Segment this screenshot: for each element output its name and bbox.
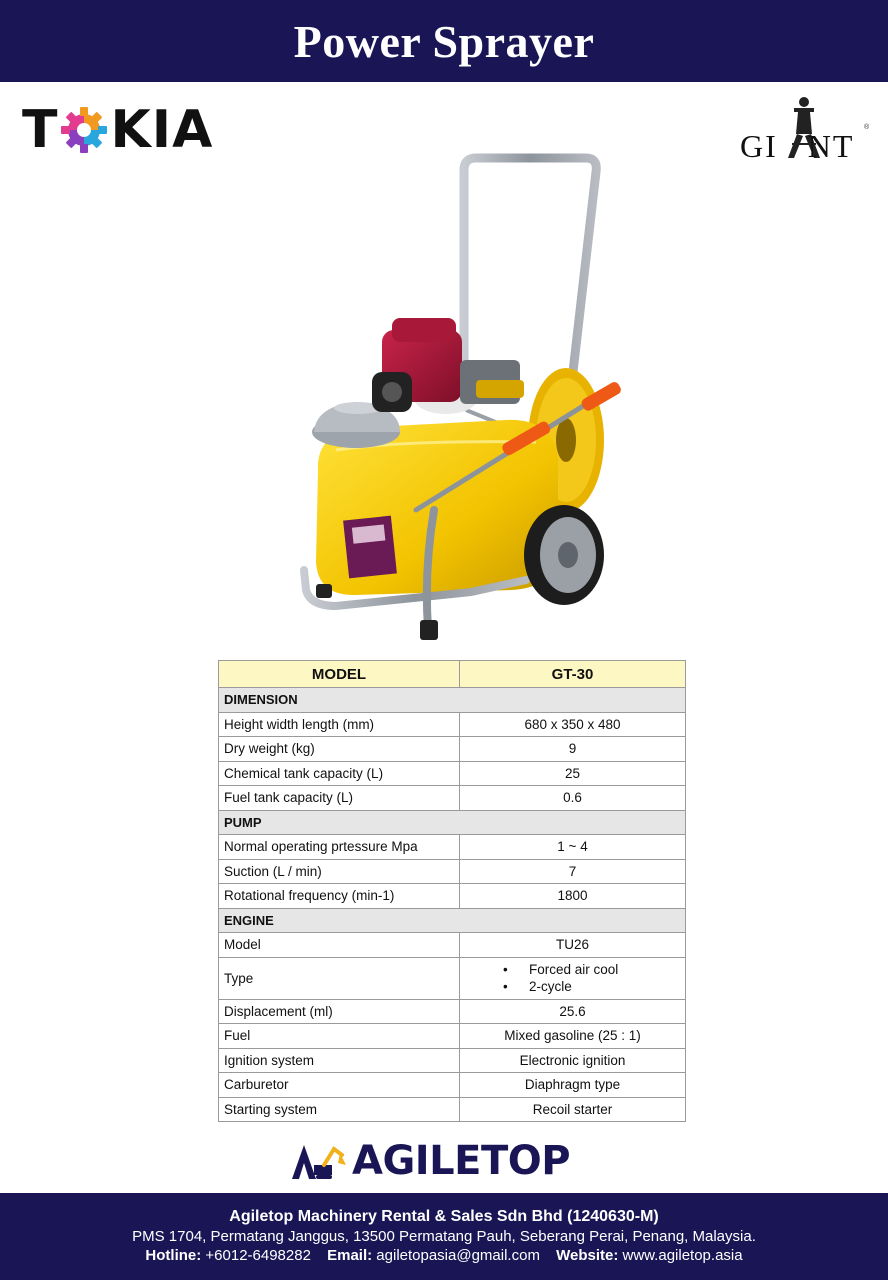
spec-table-body <box>219 661 686 1122</box>
spec-row <box>219 1097 686 1122</box>
spec-row <box>219 761 686 786</box>
spec-value: Mixed gasoline (25 : 1) <box>460 1024 686 1049</box>
spec-label: Fuel <box>219 1024 460 1049</box>
agiletop-logo <box>290 1138 590 1184</box>
tokia-logo: T KIA <box>22 100 214 160</box>
section-header-row <box>219 908 686 933</box>
agiletop-wordmark: AGILETOP <box>352 1138 571 1184</box>
spec-value: Diaphragm type <box>460 1073 686 1098</box>
hotline-label: Hotline: <box>145 1247 202 1264</box>
spec-label: Model <box>219 933 460 958</box>
spec-row <box>219 737 686 762</box>
email-label: Email: <box>327 1247 373 1264</box>
spec-value: TU26 <box>460 933 686 958</box>
model-header-value: GT-30 <box>460 661 686 688</box>
spec-value: 0.6 <box>460 786 686 811</box>
spec-row <box>219 933 686 958</box>
spec-value <box>460 957 686 999</box>
gear-icon <box>60 106 108 154</box>
section-header-row <box>219 810 686 835</box>
spec-label: Fuel tank capacity (L) <box>219 786 460 811</box>
spec-label: Type <box>219 957 460 999</box>
spec-value: 25.6 <box>460 999 686 1024</box>
spec-row <box>219 712 686 737</box>
model-header-row <box>219 661 686 688</box>
spec-row <box>219 1024 686 1049</box>
model-header-label: MODEL <box>219 661 460 688</box>
spec-row <box>219 957 686 999</box>
spec-label: Suction (L / min) <box>219 859 460 884</box>
spec-row <box>219 1073 686 1098</box>
contact-line <box>0 1246 888 1265</box>
spec-label: Starting system <box>219 1097 460 1122</box>
section-title: PUMP <box>219 810 686 835</box>
spec-label: Normal operating prtessure Mpa <box>219 835 460 860</box>
section-title: DIMENSION <box>219 688 686 713</box>
spec-label: Ignition system <box>219 1048 460 1073</box>
page-title: Power Sprayer <box>293 15 595 67</box>
spec-value-bullet: • 2-cycle <box>503 978 680 995</box>
hotline-number[interactable]: +6012-6498282 <box>205 1247 311 1264</box>
company-name: Agiletop Machinery Rental & Sales Sdn Bhd (1240630-M) <box>229 1208 659 1225</box>
specification-table <box>218 660 686 1122</box>
spec-value-bullet: • Forced air cool <box>503 961 680 978</box>
footer-contact <box>0 1193 888 1280</box>
spec-value: Recoil starter <box>460 1097 686 1122</box>
spec-value: 1800 <box>460 884 686 909</box>
spec-label: Chemical tank capacity (L) <box>219 761 460 786</box>
title-banner <box>0 0 888 82</box>
spec-row <box>219 1048 686 1073</box>
spec-row <box>219 999 686 1024</box>
section-header-row <box>219 688 686 713</box>
website-link[interactable]: www.agiletop.asia <box>622 1247 743 1264</box>
website-label: Website: <box>556 1247 619 1264</box>
spec-value: 9 <box>460 737 686 762</box>
giant-logo: GI NT ® <box>736 96 872 162</box>
spec-value: 7 <box>460 859 686 884</box>
spec-value: 1 ~ 4 <box>460 835 686 860</box>
spec-value: 25 <box>460 761 686 786</box>
spec-row <box>219 859 686 884</box>
company-address: PMS 1704, Permatang Janggus, 13500 Permatang Pauh, Seberang Perai, Penang, Malaysia. <box>132 1228 756 1245</box>
spec-row <box>219 884 686 909</box>
spec-value: Electronic ignition <box>460 1048 686 1073</box>
spec-label: Height width length (mm) <box>219 712 460 737</box>
spec-value-list <box>465 961 680 995</box>
email-link[interactable]: agiletopasia@gmail.com <box>376 1247 540 1264</box>
excavator-icon <box>290 1141 348 1181</box>
spec-row <box>219 786 686 811</box>
spec-value: 680 x 350 x 480 <box>460 712 686 737</box>
power-sprayer-image <box>296 150 626 646</box>
spec-row <box>219 835 686 860</box>
spec-label: Carburetor <box>219 1073 460 1098</box>
spec-label: Dry weight (kg) <box>219 737 460 762</box>
section-title: ENGINE <box>219 908 686 933</box>
spec-label: Displacement (ml) <box>219 999 460 1024</box>
spec-label: Rotational frequency (min-1) <box>219 884 460 909</box>
